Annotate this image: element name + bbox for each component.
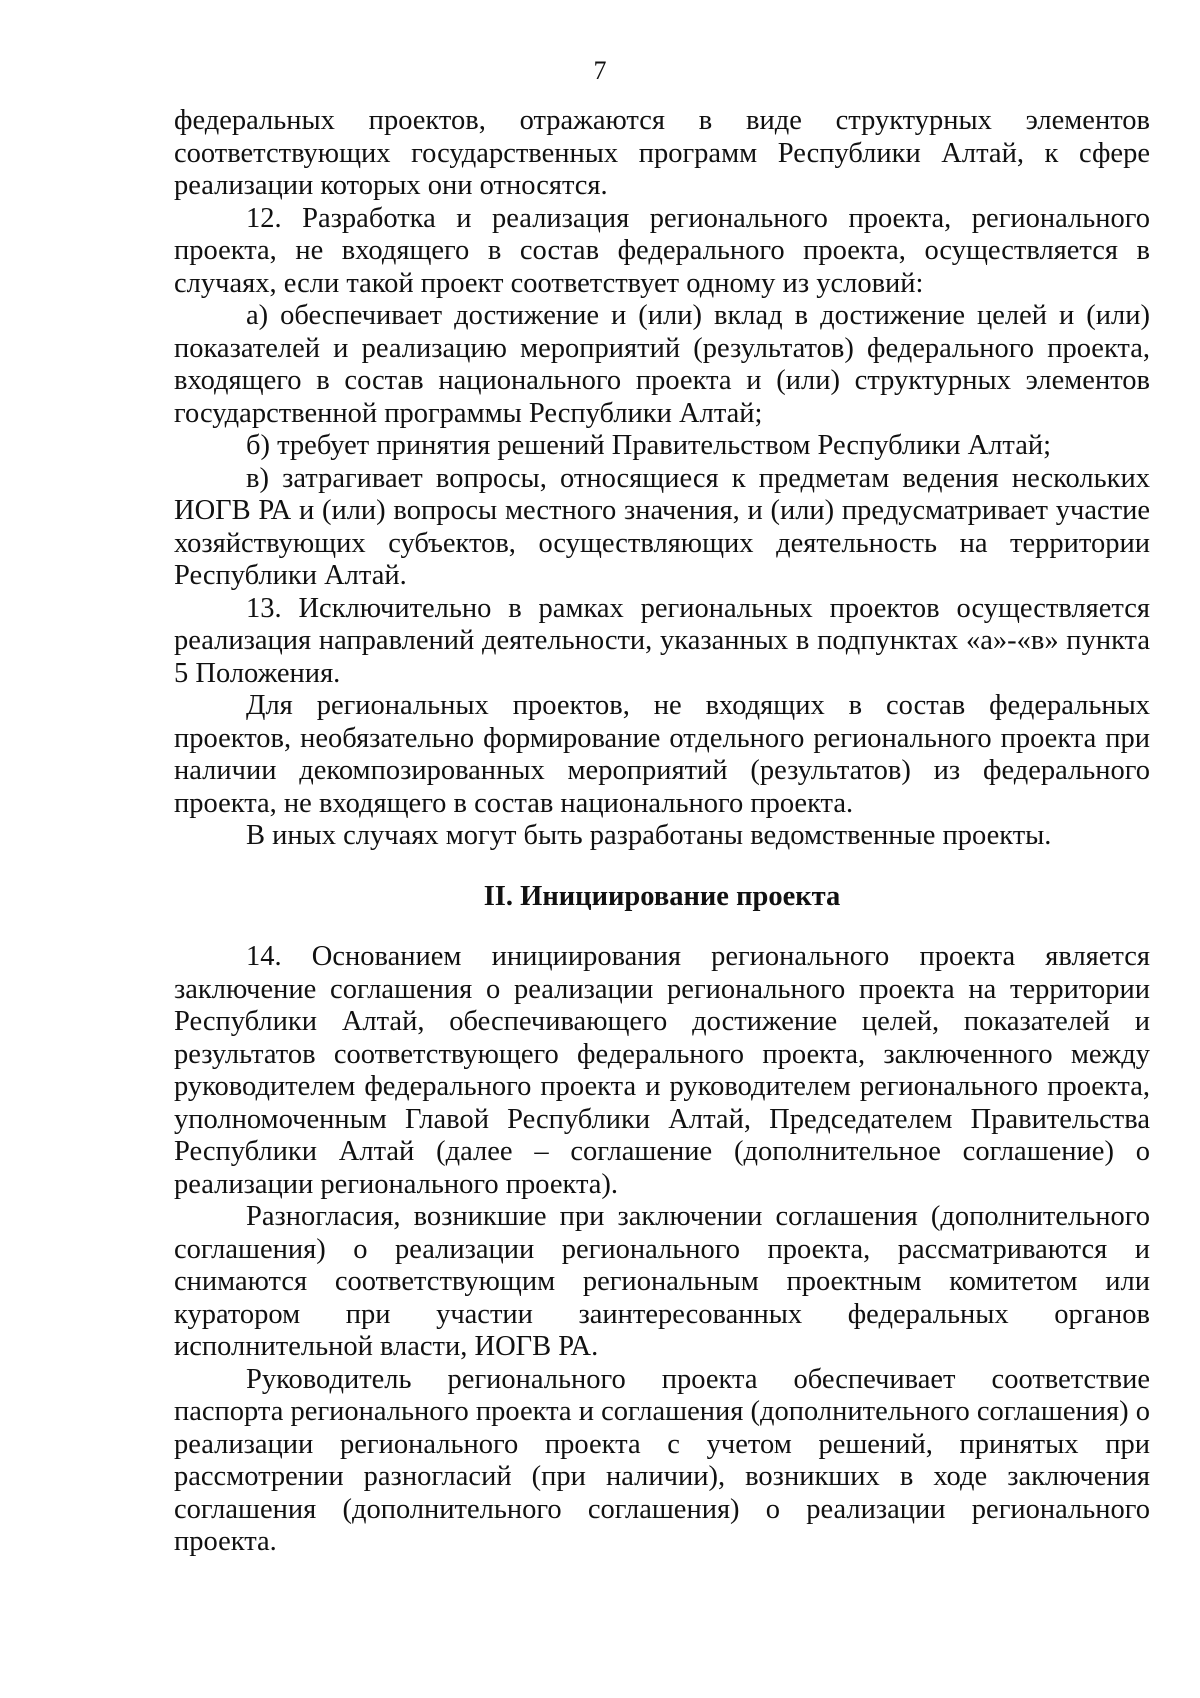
paragraph-subitem-b: б) требует принятия решений Правительством Республики Алтай; <box>246 430 1052 461</box>
paragraph-other-cases: В иных случаях могут быть разработаны ведомственные проекты. <box>246 820 1052 851</box>
paragraph-item-12: 12. Разработка и реализация регионального проекта, регионального проекта, не входящего в состав федерального проекта, осуществляется в случаях, если такой проект соответствует одному из условий: <box>174 202 1150 299</box>
paragraph-disagreements: Разногласия, возникшие при заключении соглашения (дополнительного соглашения) о реализации регионального проекта, рассматриваются и снимаются соответствующим региональным проектным комитетом или куратором при участии заинтересованных федеральных органов исполнительной власти, ИОГВ РА. <box>174 1201 1150 1362</box>
paragraph-item-14: 14. Основанием инициирования регионального проекта является заключение соглашения о реализации регионального проекта на территории Республики Алтай, обеспечивающего достижение целей, показателей и результатов соответствующего федерального проекта, заключенного между руководителем федерального проекта и руководителем регионального проекта, уполномоченным Главой Республики Алтай, Председателем Правительства Республики Алтай (далее – соглашение (дополнительное соглашение) о реализации регионального проекта). <box>174 941 1150 1200</box>
section-heading: II. Инициирование проекта <box>483 880 841 912</box>
paragraph-subitem-v: в) затрагивает вопросы, относящиеся к предметам ведения нескольких ИОГВ РА и (или) вопросы местного значения, и (или) предусматривает участие хозяйствующих субъектов, осуществляющих деятельность на территории Республики Алтай. <box>174 462 1150 591</box>
paragraph-item-13: 13. Исключительно в рамках региональных проектов осуществляется реализация направлений деятельности, указанных в подпунктах «а»-«в» пункта 5 Положения. <box>174 592 1150 689</box>
paragraph-regional-projects: Для региональных проектов, не входящих в состав федеральных проектов, необязательно формирование отдельного регионального проекта при наличии декомпозированных мероприятий (результатов) из федерального проекта, не входящего в состав национального проекта. <box>174 690 1150 819</box>
paragraph-subitem-a: а) обеспечивает достижение и (или) вклад в достижение целей и (или) показателей и реализацию мероприятий (результатов) федерального проекта, входящего в состав национального проекта и (или) структурных элементов государственной программы Республики Алтай; <box>174 300 1150 429</box>
document-body <box>174 105 1150 1559</box>
paragraph-project-leader: Руководитель регионального проекта обеспечивает соответствие паспорта регионального проекта и соглашения (дополнительного соглашения) о реализации регионального проекта с учетом решений, принятых при рассмотрении разногласий (при наличии), возникших в ходе заключения соглашения (дополнительного соглашения) о реализации регионального проекта. <box>174 1363 1150 1557</box>
paragraph-continuation: федеральных проектов, отражаются в виде структурных элементов соответствующих государственных программ Республики Алтай, к сфере реализации которых они относятся. <box>174 105 1150 201</box>
page-number: 7 <box>593 56 607 85</box>
